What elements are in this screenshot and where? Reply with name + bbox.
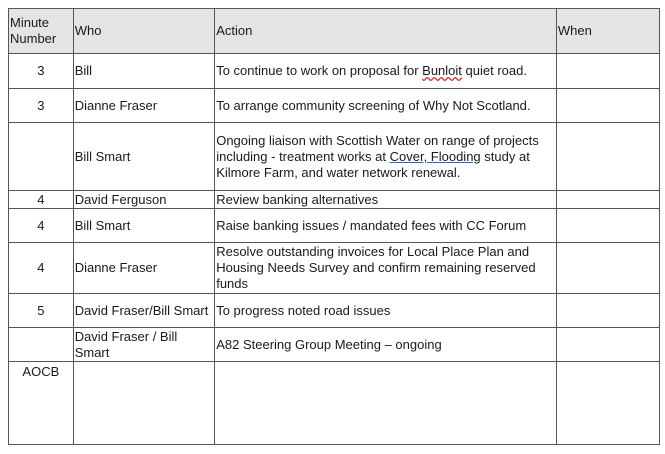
action-table [8, 8, 660, 445]
header-action: Action [215, 9, 557, 54]
table-row [9, 294, 660, 328]
action-cell: A82 Steering Group Meeting – ongoing [215, 328, 557, 362]
who-cell: David Fraser/Bill Smart [73, 294, 215, 328]
action-cell [215, 54, 557, 89]
when-cell [556, 209, 659, 243]
action-cell [215, 123, 557, 191]
minute-cell: 3 [9, 89, 74, 123]
spellcheck-word: Bunloit [422, 63, 462, 78]
who-cell [73, 362, 215, 445]
action-cell: Resolve outstanding invoices for Local Place Plan and Housing Needs Survey and confirm remaining reserved funds [215, 243, 557, 294]
when-cell [556, 362, 659, 445]
when-cell [556, 89, 659, 123]
when-cell [556, 54, 659, 89]
table-row-aocb [9, 362, 660, 445]
who-cell: Dianne Fraser [73, 243, 215, 294]
action-cell: To arrange community screening of Why Not Scotland. [215, 89, 557, 123]
table-row [9, 209, 660, 243]
who-cell: David Fraser / Bill Smart [73, 328, 215, 362]
action-text: To continue to work on proposal for [216, 63, 423, 78]
who-cell: David Ferguson [73, 191, 215, 209]
action-cell: Raise banking issues / mandated fees with CC Forum [215, 209, 557, 243]
grammar-marked-text: Cover, Flooding [389, 148, 481, 164]
table-row [9, 89, 660, 123]
minute-cell: 3 [9, 54, 74, 89]
minute-cell [9, 123, 74, 191]
header-row [9, 9, 660, 54]
when-cell [556, 191, 659, 209]
when-cell [556, 243, 659, 294]
when-cell [556, 123, 659, 191]
minute-cell: 5 [9, 294, 74, 328]
who-cell: Dianne Fraser [73, 89, 215, 123]
table-row [9, 243, 660, 294]
minute-cell: 4 [9, 209, 74, 243]
who-cell: Bill Smart [73, 209, 215, 243]
header-who: Who [73, 9, 215, 54]
header-minute-number: Minute Number [9, 9, 74, 54]
who-cell: Bill [73, 54, 215, 89]
table-row [9, 54, 660, 89]
when-cell [556, 294, 659, 328]
header-when: When [556, 9, 659, 54]
table-row [9, 191, 660, 209]
table-row [9, 123, 660, 191]
action-cell: Review banking alternatives [215, 191, 557, 209]
when-cell [556, 328, 659, 362]
action-cell [215, 362, 557, 445]
action-text: quiet road. [461, 63, 527, 78]
minute-cell [9, 328, 74, 362]
minute-cell: 4 [9, 243, 74, 294]
who-cell: Bill Smart [73, 123, 215, 191]
action-cell: To progress noted road issues [215, 294, 557, 328]
action-text: Ongoing liaison with Scottish Water on range of projects including - treatment works at [216, 132, 539, 164]
minute-cell: 4 [9, 191, 74, 209]
aocb-cell: AOCB [9, 362, 74, 445]
action-text: study at Kilmore Farm, and water network renewal. [216, 148, 530, 180]
table-row [9, 328, 660, 362]
